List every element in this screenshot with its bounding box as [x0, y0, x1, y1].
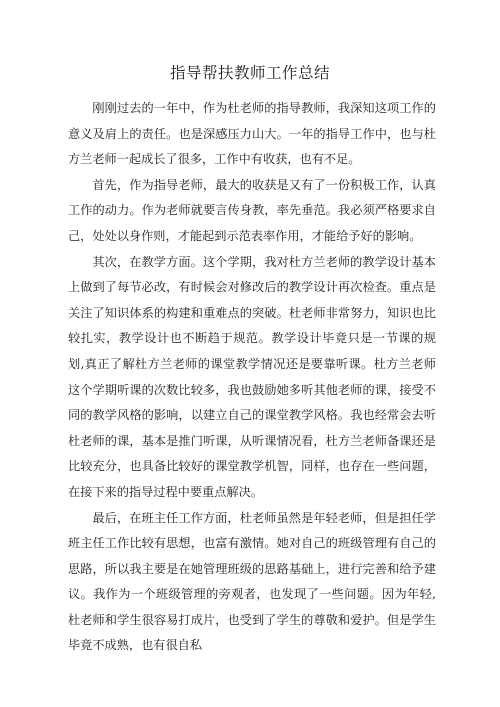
paragraph-second: 其次，在教学方面。这个学期，我对杜方兰老师的教学设计基本上做到了每节必改，有时候会对修改后的教学设计再次检查。重点是关注了知识体系的构建和重难点的突破。杜老师非常努力，知识也比较扎实，教学设计也不断趋于规范。教学设计毕竟只是一节课的规划,真正了解杜方兰老师的课堂教学情况还是要靠听课。杜方兰老师这个学期听课的次数比较多，我也鼓励她多听其他老师的课，接受不同的教学风格的影响，以建立自己的课堂教学风格。我也经常会去听杜老师的课，基本是推门听课，从听课情况看，杜方兰老师备课还是比较充分，也具备比较好的课堂教学机智，同样，也存在一些问题，在接下来的指导过程中要重点解决。	[68, 254, 436, 499]
paragraph-intro: 刚刚过去的一年中，作为杜老师的指导教师，我深知这项工作的意义及肩上的责任。也是深感压力山大。一年的指导工作中，也与杜方兰老师一起成长了很多，工作中有收获，也有不足。	[68, 101, 436, 167]
document-title: 指导帮扶教师工作总结	[169, 64, 330, 82]
paragraph-last: 最后，在班主任工作方面，杜老师虽然是年轻老师，但是担任学班主任工作比较有思想，也富有激情。她对自己的班级管理有自己的思路，所以我主要是在她管理班级的思路基础上，进行完善和给予建议。我作为一个班级管理的旁观者，也发现了一些问题。因为年轻,杜老师和学生很容易打成片，也受到了学生的尊敬和爱护。但是学生毕竟不成熟，也有很自私	[68, 510, 436, 653]
paragraph-first: 首先，作为指导老师，最大的收获是又有了一份积极工作，认真工作的动力。作为老师就要言传身教，率先垂范。我必须严格要求自己，处处以身作则，才能起到示范表率作用，才能给予好的影响。	[68, 177, 436, 243]
document-body	[68, 96, 436, 659]
